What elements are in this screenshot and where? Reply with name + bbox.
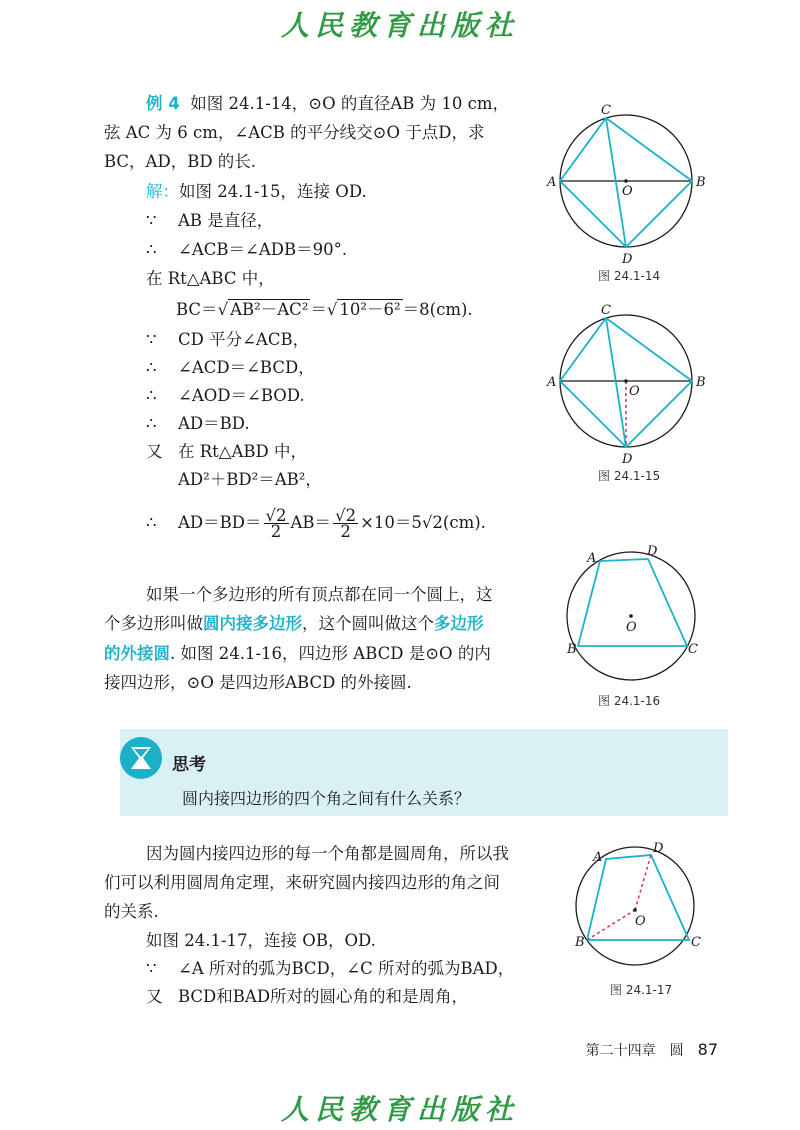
term-polygon: 多边形 — [434, 614, 484, 633]
fig16-label-b: B — [567, 642, 577, 657]
solution-step-9: 又 在 Rt△ABD 中， — [146, 442, 308, 461]
example-line-1: 例 4 如图 24.1-14，⊙O 的直径AB 为 10 cm， — [146, 94, 510, 113]
fig17-label-c: C — [691, 935, 701, 950]
para2-line-2: 们可以利用圆周角定理，来研究圆内接四边形的角之间 — [104, 873, 500, 892]
fig14-label-b: B — [696, 175, 706, 190]
fig14-label-d: D — [622, 252, 633, 265]
fig16-label-a: A — [587, 551, 597, 566]
para2-line-1: 因为圆内接四边形的每一个角都是圆周角，所以我 — [146, 844, 509, 863]
fig17-label-o: O — [635, 914, 646, 929]
caption-24-1-15: 图 24.1-15 — [598, 469, 661, 483]
fraction-sqrt2-over-2: $\frac{√2}{2}$ — [265, 506, 287, 541]
publisher-logo-top: 人民教育出版社 — [280, 9, 519, 42]
caption-24-1-14: 图 24.1-14 — [598, 269, 661, 283]
fraction-sqrt2-over-2-b: $\frac{√2}{2}$ — [335, 506, 357, 541]
fig16-label-c: C — [688, 642, 698, 657]
think-icon — [118, 735, 164, 781]
figure-24-1-17 — [565, 834, 715, 974]
fig15-label-b: B — [696, 375, 706, 390]
caption-24-1-16: 图 24.1-16 — [598, 694, 661, 708]
solution-step-11: ∴ AD＝BD＝ $\frac{√2}{2}$ AB＝ $\frac{√2}{2}$ ×10＝5√2(cm). — [146, 506, 486, 541]
solution-step-3: 在 Rt△ABC 中， — [146, 269, 275, 288]
para2-line-4: 如图 24.1-17，连接 OB，OD. — [146, 931, 376, 950]
solution-step-5: ∵ CD 平分∠ACB， — [146, 330, 310, 349]
fig14-label-o: O — [622, 184, 633, 199]
chapter-title: 第二十四章 圆 — [585, 1043, 684, 1059]
solution-step-7: ∴ ∠AOD＝∠BOD. — [146, 386, 305, 405]
fig15-label-o: O — [629, 384, 640, 399]
solution-step-1: ∵ AB 是直径， — [146, 211, 274, 230]
solution-label: 解： — [146, 182, 179, 201]
para2-line-3: 的关系. — [104, 902, 159, 921]
fig16-label-d: D — [647, 544, 658, 559]
example-line-3: BC，AD，BD 的长. — [104, 152, 257, 171]
term-inscribed-polygon: 圆内接多边形 — [203, 614, 302, 633]
publisher-logo-bottom: 人民教育出版社 — [280, 1093, 519, 1126]
fig17-label-b: B — [575, 935, 585, 950]
solution-step-6: ∴ ∠ACD＝∠BCD， — [146, 358, 315, 377]
solution-step-8: ∴ AD＝BD. — [146, 414, 250, 433]
solution-step-10: AD²＋BD²＝AB²， — [178, 470, 322, 489]
example-tag: 例 4 — [146, 94, 180, 113]
page-number: 87 — [697, 1040, 718, 1059]
think-title: 思考 — [172, 755, 206, 775]
solution-intro: 解：如图 24.1-15，连接 OD. — [146, 182, 367, 201]
para2-line-6: 又 BCD和BAD所对的圆心角的和是周角， — [146, 987, 469, 1006]
fig17-label-a: A — [593, 850, 603, 865]
fig17-label-d: D — [653, 841, 664, 856]
think-question: 圆内接四边形的四个角之间有什么关系？ — [182, 789, 471, 808]
fig14-label-a: A — [547, 175, 557, 190]
caption-24-1-17: 图 24.1-17 — [610, 983, 673, 997]
solution-step-4: BC＝√ AB²－AC² ＝√ 10²－6² ＝8(cm). — [176, 300, 473, 319]
term-circumcircle: 的外接圆 — [104, 644, 170, 663]
para1-line-2: 个多边形叫做圆内接多边形，这个圆叫做这个多边形 — [104, 614, 484, 633]
fig15-label-a: A — [547, 375, 557, 390]
para1-line-4: 接四边形，⊙O 是四边形ABCD 的外接圆. — [104, 673, 412, 692]
fig14-label-c: C — [601, 103, 611, 118]
figure-24-1-16 — [555, 540, 715, 690]
para1-line-1: 如果一个多边形的所有顶点都在同一个圆上，这 — [146, 585, 493, 604]
figure-24-1-15 — [540, 300, 720, 465]
fig16-label-o: O — [626, 620, 637, 635]
page-footer — [586, 1040, 718, 1060]
fig15-label-d: D — [622, 452, 633, 465]
solution-step-2: ∴ ∠ACB＝∠ADB＝90°. — [146, 240, 348, 259]
fig15-label-c: C — [601, 303, 611, 318]
para2-line-5: ∵ ∠A 所对的弧为BCD，∠C 所对的弧为BAD， — [146, 959, 515, 978]
figure-24-1-14 — [540, 100, 720, 265]
para1-line-3: 的外接圆. 如图 24.1-16，四边形 ABCD 是⊙O 的内 — [104, 644, 491, 663]
example-line-2: 弦 AC 为 6 cm，∠ACB 的平分线交⊙O 于点D，求 — [104, 123, 485, 142]
